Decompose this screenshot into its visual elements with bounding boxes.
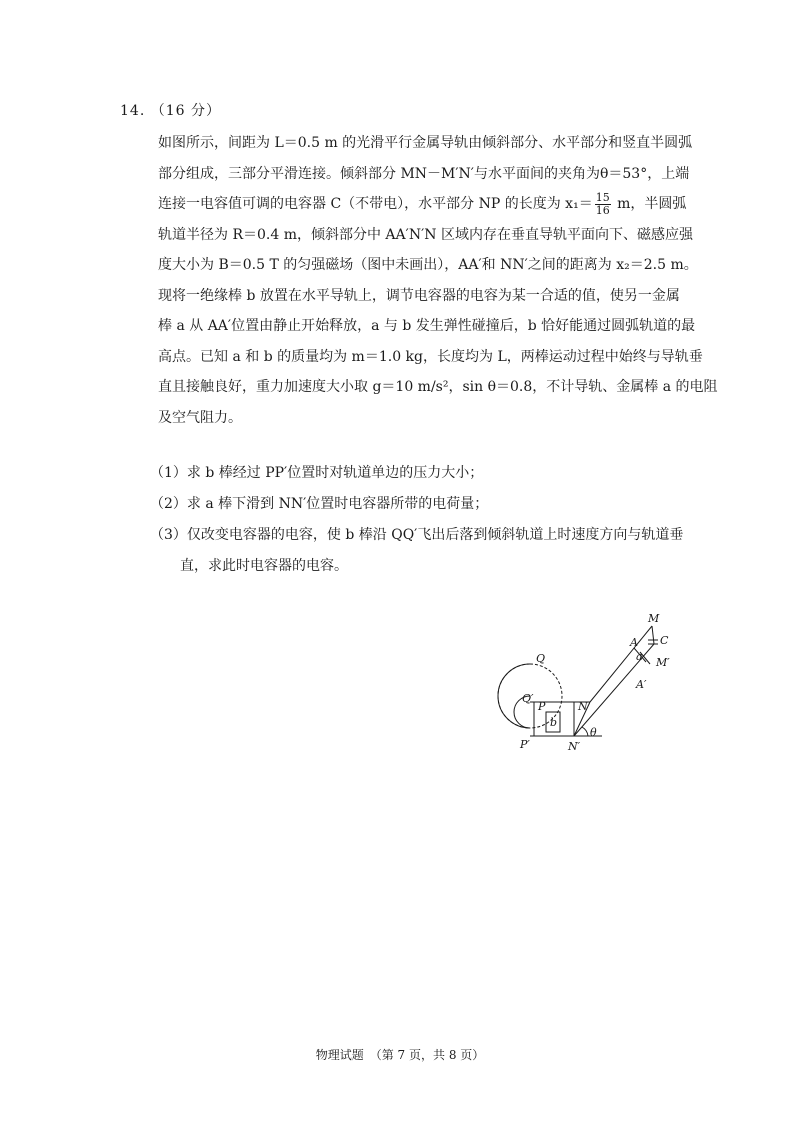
label-Q-prime: Q′	[522, 692, 534, 705]
subquestion-3: （3）仅改变电容器的电容，使 b 棒沿 QQ′飞出后落到倾斜轨道上时速度方向与轨道垂	[150, 527, 684, 543]
label-C: C	[660, 634, 669, 647]
label-A: A	[630, 636, 638, 649]
body-line: 直且接触良好，重力加速度大小取 g＝10 m/s²，sin θ＝0.8，不计导轨、金属棒 a 的电阻	[158, 379, 718, 395]
track-diagram	[490, 612, 690, 762]
body-line: 轨道半径为 R＝0.4 m，倾斜部分中 AA′N′N 区域内存在垂直导轨平面向下、磁感应强	[158, 226, 693, 243]
subquestion-1: （1）求 b 棒经过 PP′位置时对轨道单边的压力大小；	[150, 465, 484, 481]
label-P: P	[538, 700, 546, 713]
label-P-prime: P′	[520, 738, 530, 751]
body-line: 高点。已知 a 和 b 的质量均为 m＝1.0 kg，长度均为 L，两棒运动过程中始终与导轨垂	[158, 348, 703, 365]
question-header	[120, 100, 221, 120]
body-line: 如图所示，间距为 L＝0.5 m 的光滑平行金属导轨由倾斜部分、水平部分和竖直半圆弧	[158, 135, 693, 151]
label-a: a	[636, 650, 643, 663]
question-body	[158, 128, 718, 433]
question-number: 14.	[120, 103, 146, 119]
label-theta: θ	[590, 726, 597, 739]
fraction-numerator: 15	[595, 190, 610, 204]
body-line: 度大小为 B＝0.5 T 的匀强磁场（图中未画出），AA′和 NN′之间的距离为 x₂＝2.5 m。	[158, 257, 698, 273]
label-M-prime: M′	[656, 656, 670, 669]
fraction-denominator: 16	[595, 203, 610, 217]
question-points: （16 分）	[150, 103, 221, 119]
label-M: M	[648, 612, 660, 625]
fraction-x1	[595, 192, 611, 217]
angle-arc	[582, 727, 588, 736]
body-line: 部分组成，三部分平滑连接。倾斜部分 MN－M′N′与水平面间的夹角为θ＝53°，上端	[158, 165, 690, 182]
label-b: b	[550, 716, 558, 729]
body-line-text: m，半圆弧	[612, 196, 687, 212]
label-A-prime: A′	[636, 678, 647, 691]
subquestion-3-continued: 直，求此时电容器的电容。	[180, 558, 348, 574]
capacitor-link	[652, 626, 654, 644]
label-N: N	[578, 700, 588, 713]
subquestion-2: （2）求 a 棒下滑到 NN′位置时电容器所带的电荷量；	[150, 496, 489, 512]
body-line: 现将一绝缘棒 b 放置在水平导轨上，调节电容器的电容为某一合适的值，使另一金属	[158, 287, 680, 304]
body-line: 及空气阻力。	[158, 409, 242, 426]
body-line: 棒 a 从 AA′位置由静止开始释放，a 与 b 发生弹性碰撞后，b 恰好能通过圆弧轨道的最	[158, 318, 696, 334]
body-line	[158, 189, 688, 220]
label-Q: Q	[536, 652, 546, 665]
body-line-text: 连接一电容值可调的电容器 C（不带电），水平部分 NP 的长度为 x₁＝	[158, 196, 593, 212]
page-footer: 物理试题 （第 7 页，共 8 页）	[315, 1048, 485, 1062]
label-N-prime: N′	[568, 740, 581, 753]
